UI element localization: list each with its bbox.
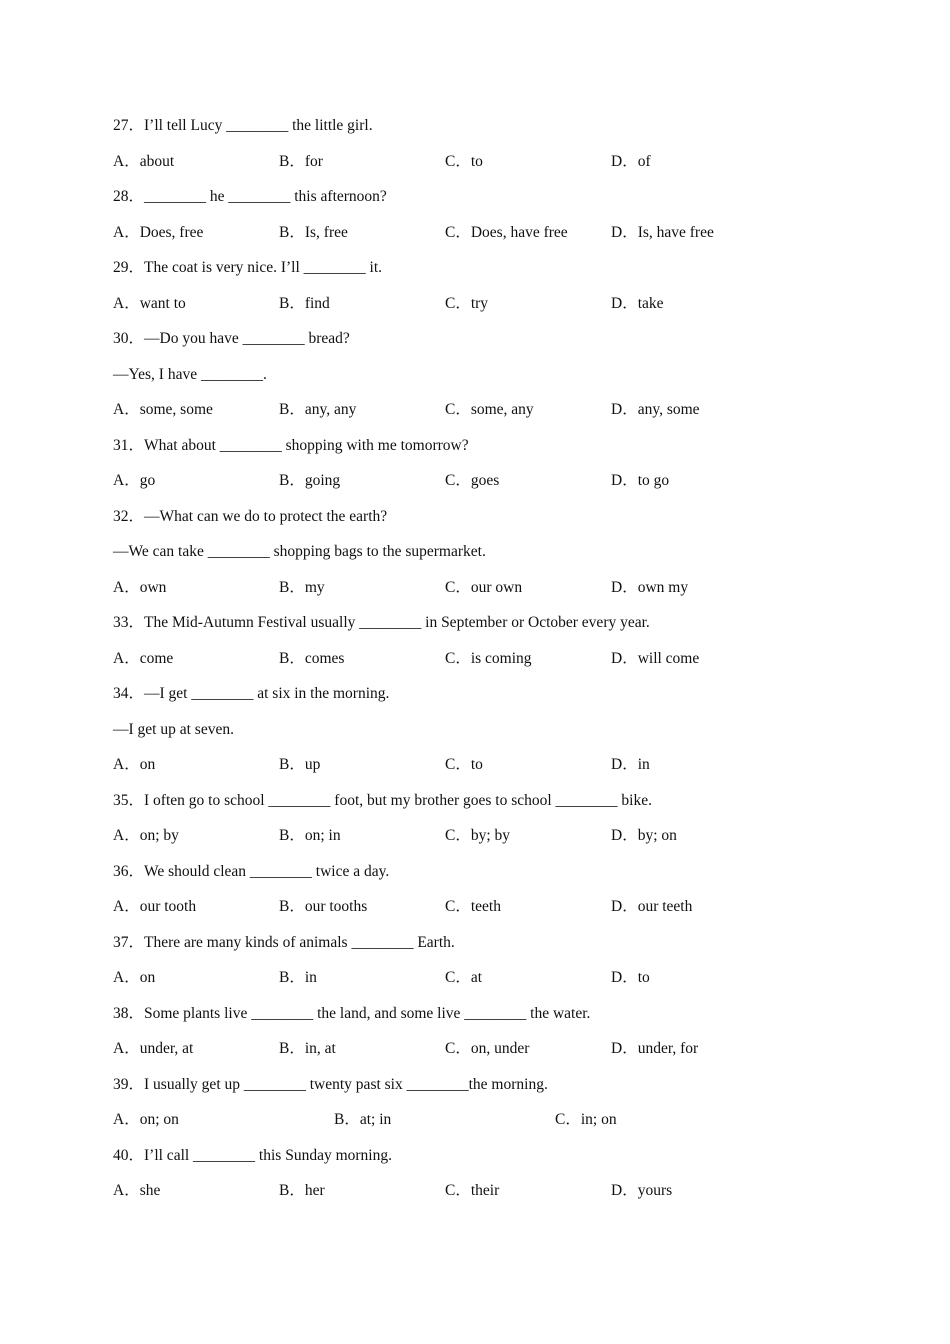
answer-option: A．our tooth: [113, 898, 197, 915]
answer-option: B．Is, free: [279, 223, 348, 241]
answer-option: D．in: [611, 756, 650, 773]
answer-option: B．comes: [279, 649, 345, 667]
question-stem: 37．There are many kinds of animals ________ Earth.: [113, 933, 455, 951]
answer-option: B．any, any: [279, 401, 357, 418]
answer-option: D．Is, have free: [611, 223, 714, 241]
answer-option: C．to: [445, 152, 483, 170]
question-dialogue-line: —Yes, I have ________.: [113, 365, 267, 383]
answer-options: [113, 1177, 873, 1213]
question-stem: 38．Some plants live ________ the land, and some live ________ the water.: [113, 1004, 591, 1022]
answer-option: B．in, at: [279, 1040, 336, 1057]
answer-option: C．by; by: [445, 827, 511, 844]
answer-options: [113, 467, 873, 503]
question-stem: 36．We should clean ________ twice a day.: [113, 862, 390, 880]
answer-option: A．go: [113, 472, 156, 489]
answer-option: A．on: [113, 756, 156, 773]
answer-option: A．Does, free: [113, 223, 204, 241]
answer-options: [113, 574, 873, 610]
answer-option: B．for: [279, 152, 323, 170]
answer-option: B．her: [279, 1182, 325, 1199]
question-stem: 27．I’ll tell Lucy ________ the little girl.: [113, 117, 373, 134]
answer-options: [113, 1106, 873, 1142]
answer-option: B．my: [279, 578, 325, 596]
answer-option: D．by; on: [611, 827, 677, 844]
answer-option: D．of: [611, 152, 651, 170]
answer-options: [113, 148, 873, 184]
answer-option: A．own: [113, 578, 167, 596]
answer-option: C．is coming: [445, 649, 532, 667]
answer-options: [113, 751, 873, 787]
question-stem: 39．I usually get up ________ twenty past six ________the morning.: [113, 1075, 548, 1093]
answer-option: B．our tooths: [279, 898, 368, 915]
answer-option: C．try: [445, 294, 489, 312]
answer-option: D．will come: [611, 649, 700, 667]
question-dialogue-line: —We can take ________ shopping bags to the supermarket.: [113, 543, 486, 560]
answer-option: B．find: [279, 294, 330, 312]
answer-option: C．our own: [445, 578, 523, 596]
answer-option: D．own my: [611, 578, 689, 596]
answer-option: A．about: [113, 152, 175, 170]
answer-option: C．in; on: [555, 1111, 617, 1128]
answer-option: C．their: [445, 1182, 500, 1199]
question-dialogue-line: —I get up at seven.: [113, 720, 234, 738]
answer-option: C．goes: [445, 472, 500, 489]
question-stem: 30．—Do you have ________ bread?: [113, 330, 350, 347]
answer-option: C．teeth: [445, 898, 501, 915]
answer-option: D．take: [611, 294, 664, 312]
answer-option: B．in: [279, 969, 317, 986]
answer-options: [113, 219, 873, 255]
answer-options: [113, 396, 873, 432]
answer-option: D．any, some: [611, 401, 700, 418]
answer-option: D．under, for: [611, 1040, 699, 1057]
answer-option: A．come: [113, 649, 174, 667]
answer-option: C．at: [445, 969, 483, 986]
answer-option: D．yours: [611, 1182, 673, 1199]
answer-option: B．up: [279, 756, 321, 773]
question-stem: 31．What about ________ shopping with me tomorrow?: [113, 436, 469, 454]
answer-options: [113, 290, 873, 326]
answer-option: C．on, under: [445, 1040, 530, 1057]
answer-option: A．on; on: [113, 1111, 179, 1128]
answer-option: D．to go: [611, 472, 670, 489]
answer-option: D．our teeth: [611, 898, 693, 915]
answer-option: D．to: [611, 969, 650, 986]
answer-options: [113, 964, 873, 1000]
answer-option: B．at; in: [334, 1111, 392, 1128]
question-stem: 32．—What can we do to protect the earth?: [113, 507, 388, 525]
answer-option: C．Does, have free: [445, 223, 568, 241]
answer-options: [113, 645, 873, 681]
answer-option: C．to: [445, 756, 483, 773]
question-stem: 35．I often go to school ________ foot, but my brother goes to school ________ bike.: [113, 791, 652, 809]
answer-options: [113, 1035, 873, 1071]
question-list: [113, 112, 873, 1213]
answer-option: A．on: [113, 969, 156, 986]
question-stem: 40．I’ll call ________ this Sunday morning.: [113, 1146, 392, 1164]
question-stem: 28．________ he ________ this afternoon?: [113, 188, 387, 205]
answer-options: [113, 822, 873, 858]
answer-option: A．on; by: [113, 827, 179, 844]
answer-option: B．going: [279, 472, 341, 489]
answer-option: A．some, some: [113, 401, 213, 418]
answer-option: B．on; in: [279, 827, 341, 844]
answer-option: A．she: [113, 1182, 161, 1199]
question-stem: 29．The coat is very nice. I’ll ________ it.: [113, 259, 383, 276]
answer-option: C．some, any: [445, 401, 534, 418]
answer-option: A．under, at: [113, 1040, 194, 1057]
question-stem: 33．The Mid-Autumn Festival usually ________ in September or October every year.: [113, 614, 650, 631]
answer-options: [113, 893, 873, 929]
question-stem: 34．—I get ________ at six in the morning.: [113, 685, 390, 702]
answer-option: A．want to: [113, 294, 186, 312]
